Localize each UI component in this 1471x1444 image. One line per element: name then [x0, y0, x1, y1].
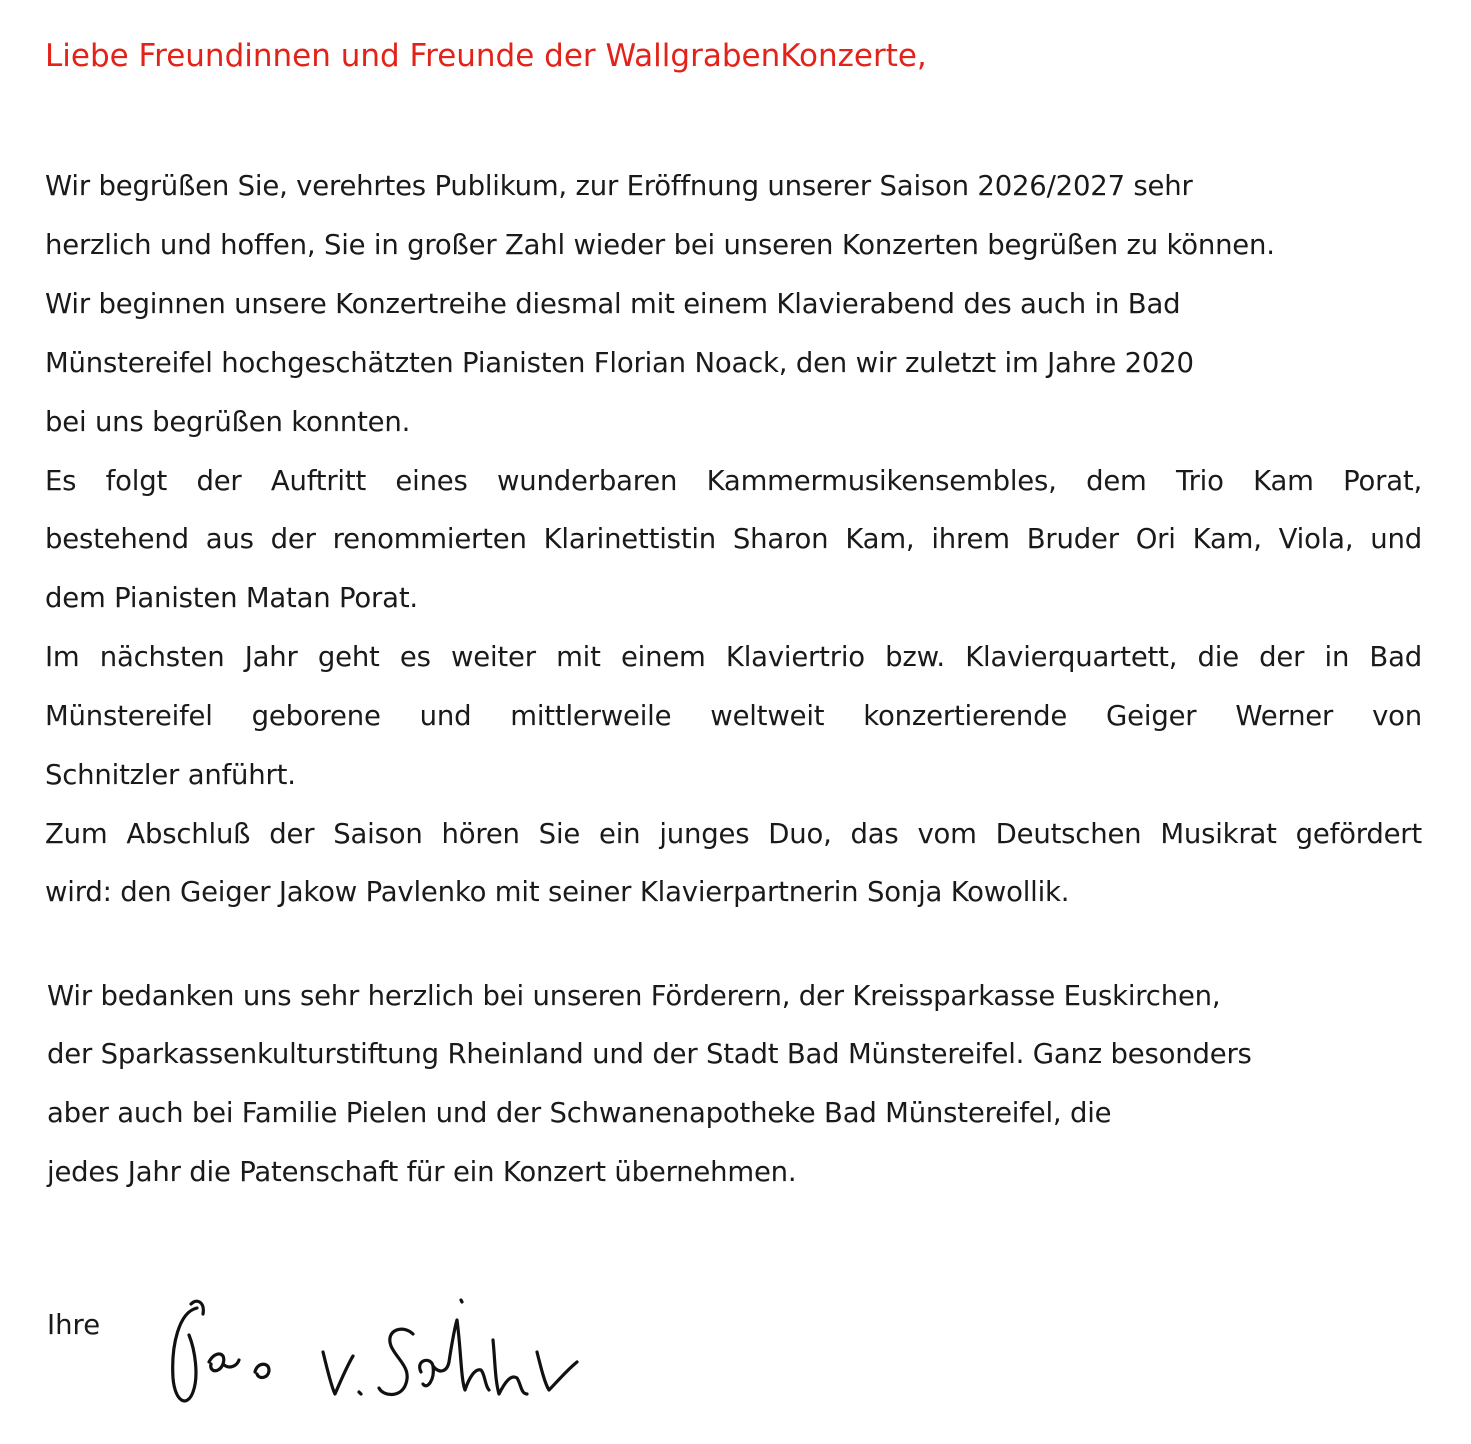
paragraph-line: herzlich und hoffen, Sie in großer Zahl wieder bei unseren Konzerten begrüßen zu können.: [45, 229, 1275, 261]
paragraph-line: bei uns begrüßen konnten.: [45, 406, 411, 438]
paragraph-line: dem Pianisten Matan Porat.: [45, 582, 418, 614]
closing-word: Ihre: [47, 1309, 101, 1341]
paragraph-line: Zum Abschluß der Saison hören Sie ein junges Duo, das vom Deutschen Musikrat gefördert: [45, 818, 1422, 850]
paragraph-line: Wir begrüßen Sie, verehrtes Publikum, zur Eröffnung unserer Saison 2026/2027 sehr: [45, 170, 1193, 202]
thanks-line: Wir bedanken uns sehr herzlich bei unseren Förderern, der Kreissparkasse Euskirchen,: [47, 980, 1221, 1012]
paragraph-line: Es folgt der Auftritt eines wunderbaren Kammermusikensembles, dem Trio Kam Porat,: [45, 465, 1422, 497]
paragraph-line: wird: den Geiger Jakow Pavlenko mit seiner Klavierpartnerin Sonja Kowollik.: [45, 876, 1070, 908]
paragraph-line: Wir beginnen unsere Konzertreihe diesmal mit einem Klavierabend des auch in Bad: [45, 288, 1181, 320]
paragraph-line: Schnitzler anführt.: [45, 759, 296, 791]
paragraph-line: Im nächsten Jahr geht es weiter mit einem Klaviertrio bzw. Klavierquartett, die der in Bad: [45, 641, 1422, 673]
thanks-line: aber auch bei Familie Pielen und der Schwanenapotheke Bad Münstereifel, die: [47, 1097, 1112, 1129]
thanks-line: jedes Jahr die Patenschaft für ein Konzert übernehmen.: [47, 1156, 797, 1188]
paragraph-line: Münstereifel geborene und mittlerweile weltweit konzertierende Geiger Werner von: [45, 700, 1422, 732]
handwritten-signature: [165, 1290, 595, 1415]
paragraph-line: Münstereifel hochgeschätzten Pianisten Florian Noack, den wir zuletzt im Jahre 2020: [45, 347, 1194, 379]
thanks-line: der Sparkassenkulturstiftung Rheinland und der Stadt Bad Münstereifel. Ganz besonders: [47, 1038, 1252, 1070]
paragraph-line: bestehend aus der renommierten Klarinettistin Sharon Kam, ihrem Bruder Ori Kam, Viola, und: [45, 523, 1422, 555]
greeting-heading: Liebe Freundinnen und Freunde der WallgrabenKonzerte,: [45, 38, 927, 74]
